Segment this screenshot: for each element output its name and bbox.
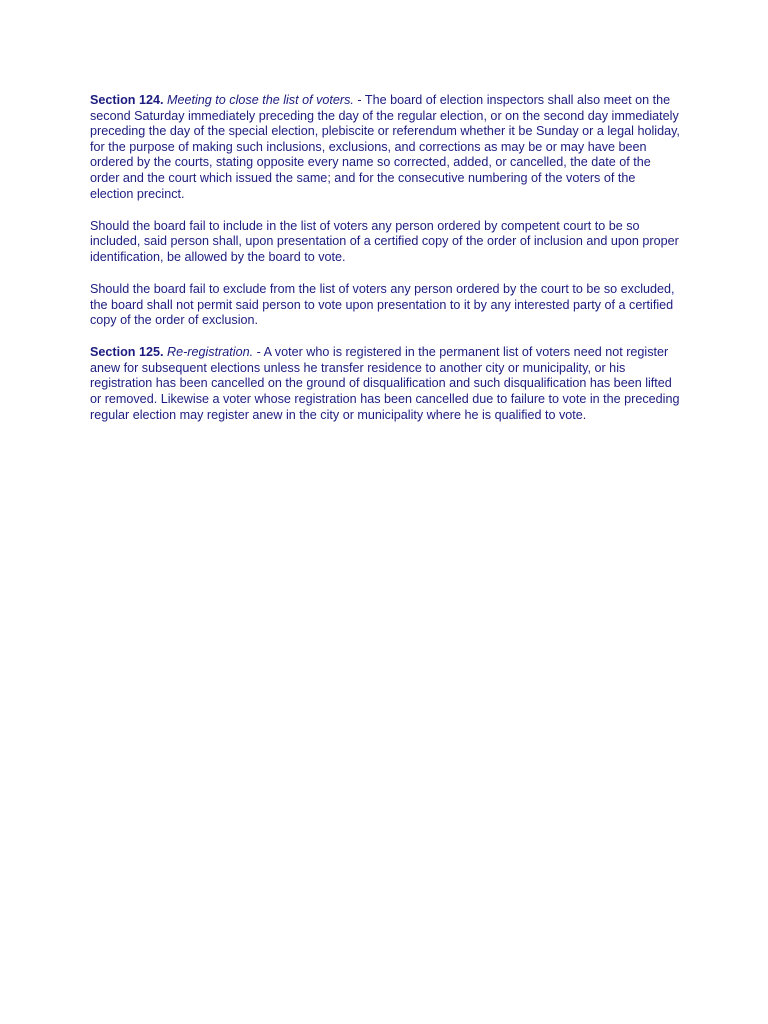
section-125-paragraph: [90, 345, 680, 423]
inclusion-paragraph: [90, 219, 680, 266]
section-124-paragraph: [90, 93, 680, 202]
section-body: - A voter who is registered in the permanent list of voters need not register anew for subsequent elections unless he transfer residence to another city or municipality, or his registration has been cancelled on the ground of disqualification and such disqualification has been lifted or removed. Likewise a voter whose registration has been cancelled due to failure to vote in the preceding regular election may register anew in the city or municipality where he is qualified to vote.: [90, 345, 680, 422]
exclusion-paragraph: [90, 282, 680, 329]
paragraph-text: Should the board fail to include in the list of voters any person ordered by competent court to be so included, said person shall, upon presentation of a certified copy of the order of inclusion and upon proper identification, be allowed by the board to vote.: [90, 218, 679, 264]
section-number: Section 125.: [90, 345, 164, 360]
section-number: Section 124.: [90, 93, 164, 107]
section-title: Re-registration.: [167, 345, 254, 360]
section-title: Meeting to close the list of voters.: [167, 93, 354, 107]
section-body: - The board of election inspectors shall also meet on the second Saturday immediately preceding the day of the regular election, or on the second day immediately preceding the day of the special election, plebiscite or referendum whether it be Sunday or a legal holiday, for the purpose of making such inclusions, exclusions, and corrections as may be or may have been ordered by the courts, stating opposite every name so corrected, added, or cancelled, the date of the order and the court which issued the same; and for the consecutive numbering of the voters of the election precinct.: [90, 93, 680, 201]
paragraph-text: Should the board fail to exclude from the list of voters any person ordered by the court to be so excluded, the board shall not permit said person to vote upon presentation to it by any interested party of a certified copy of the order of exclusion.: [90, 281, 675, 328]
